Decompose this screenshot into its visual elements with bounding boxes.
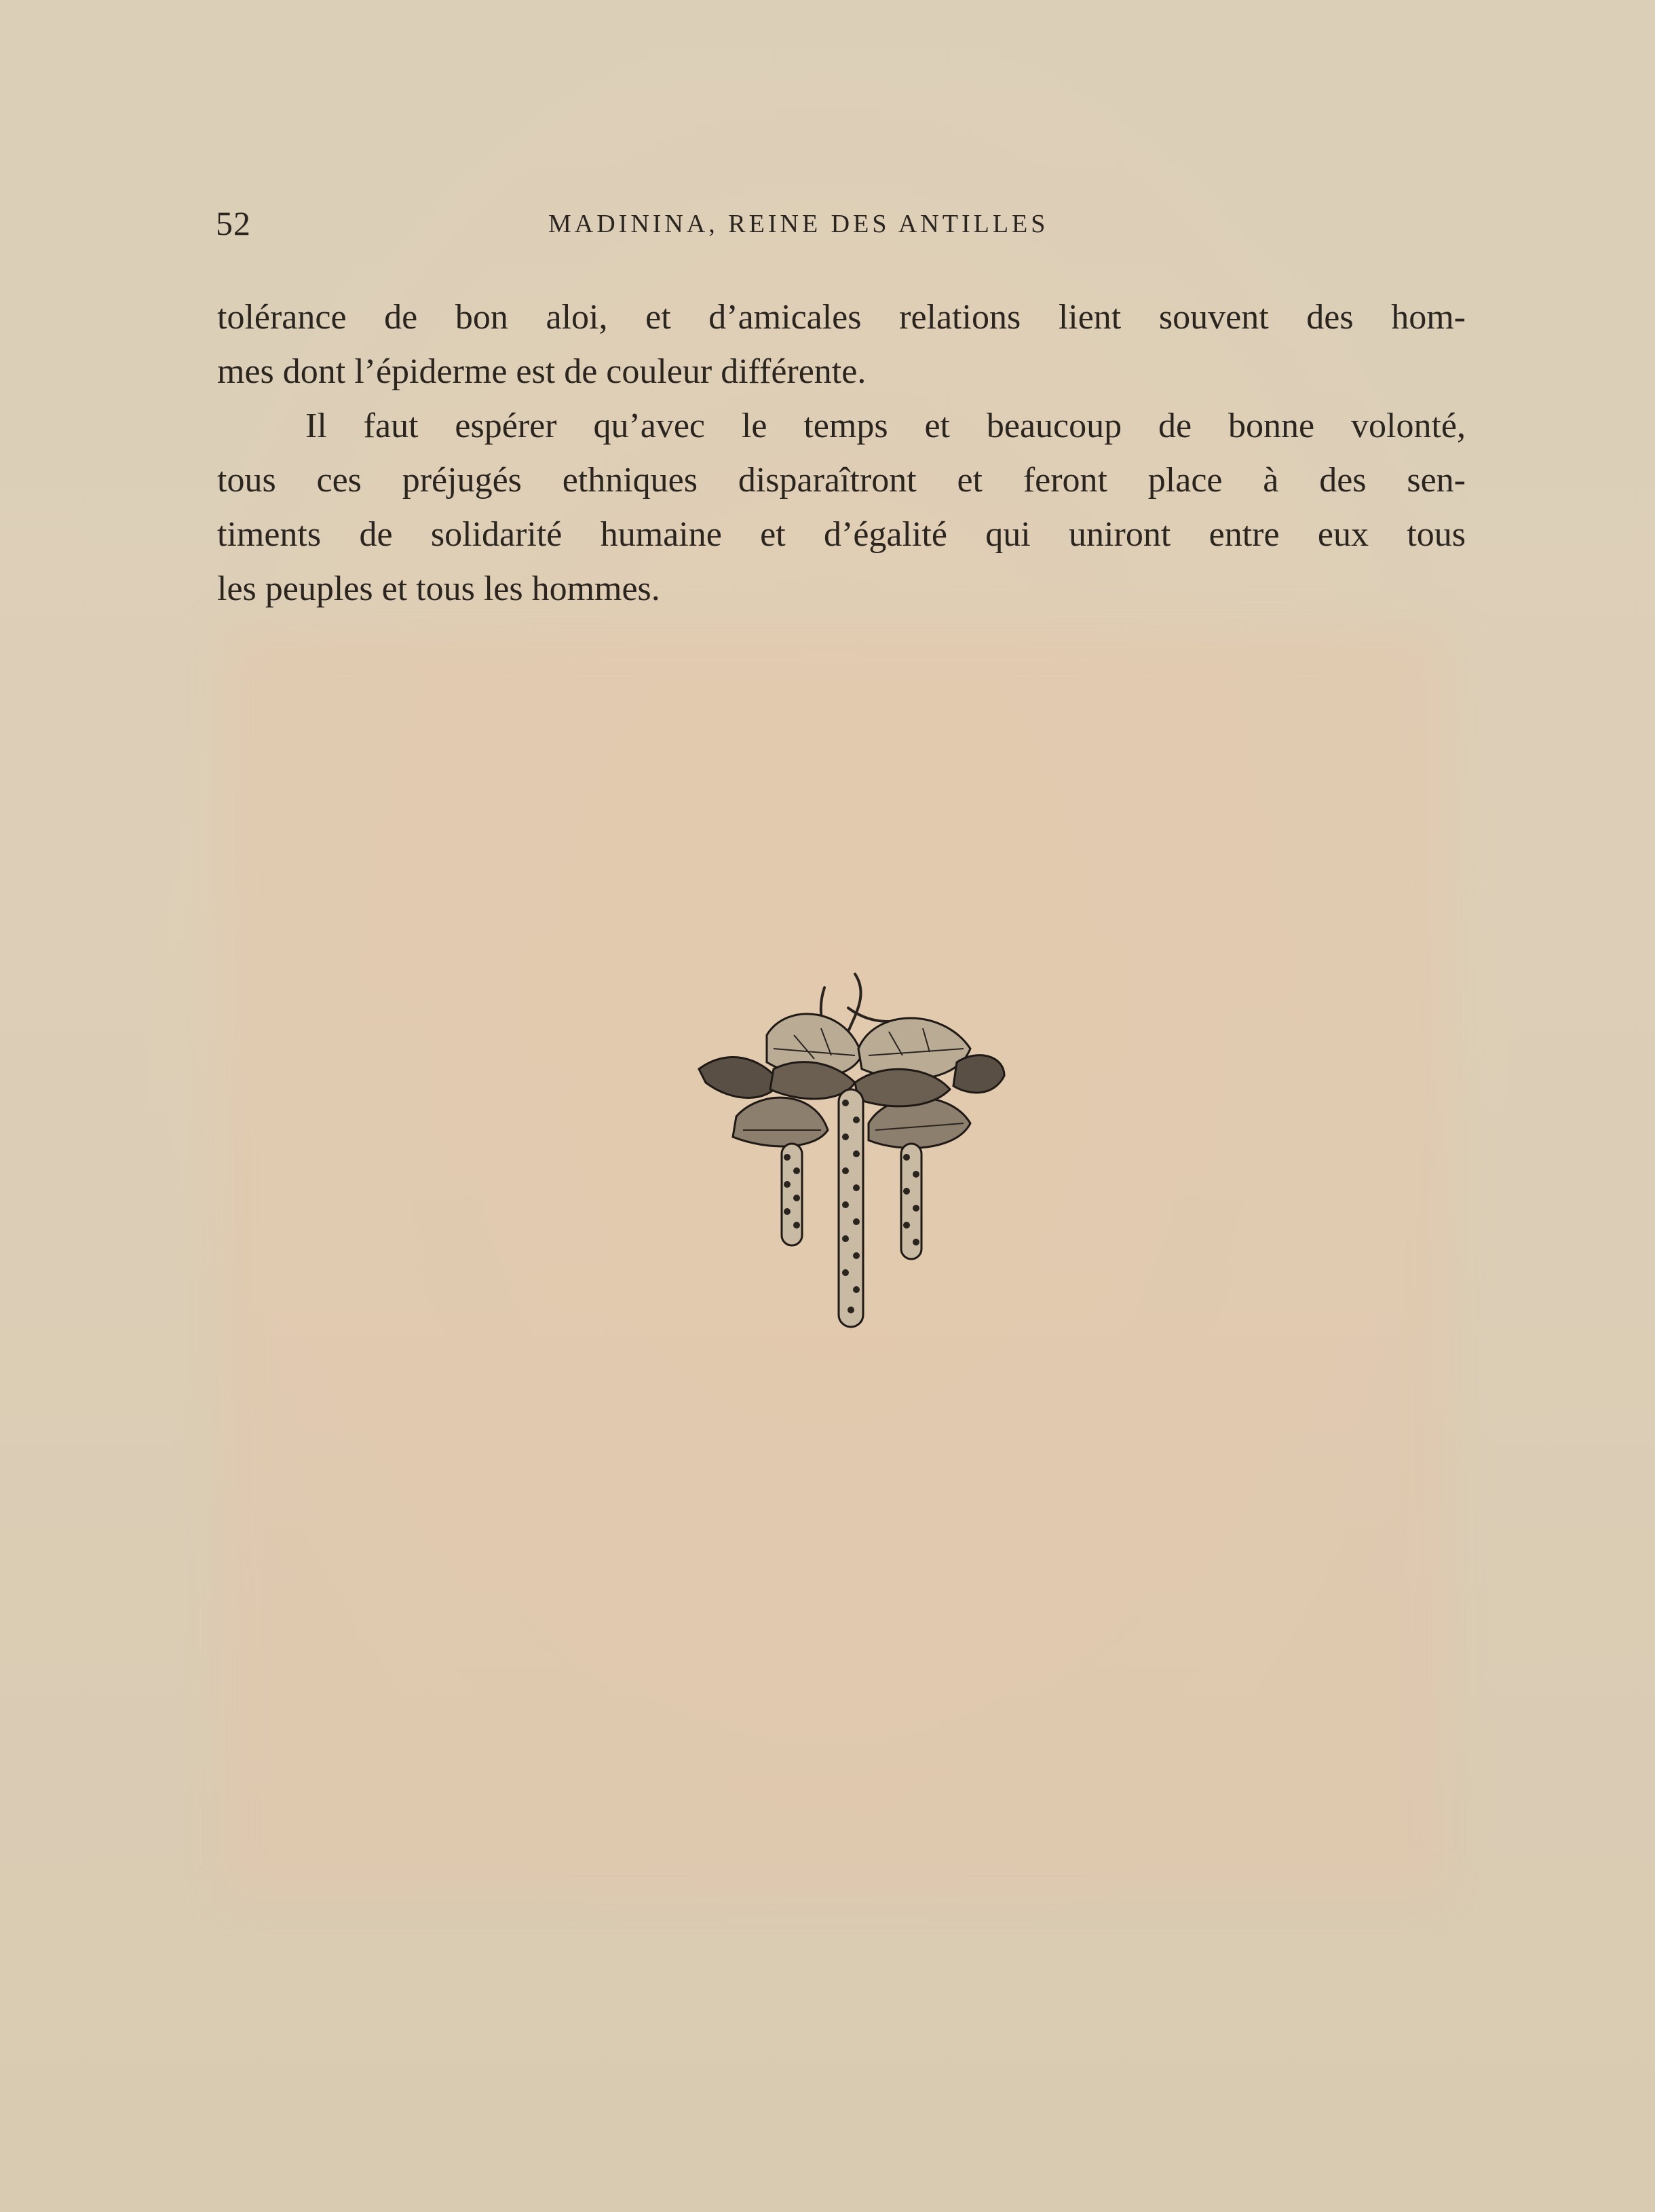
body-text <box>217 290 1466 616</box>
page-header <box>216 204 1132 251</box>
text-line: les peuples et tous les hommes. <box>217 569 660 608</box>
page-number: 52 <box>216 204 251 242</box>
text-line: tolérance de bon aloi, et d’amicales relations lient souvent des hom- <box>217 298 1466 337</box>
text-line: tous ces préjugés ethniques disparaîtront et feront place à des sen- <box>217 461 1466 500</box>
running-title: MADININA, REINE DES ANTILLES <box>548 210 1049 238</box>
text-line: timents de solidarité humaine et d’égalité qui uniront entre eux tous <box>217 515 1466 554</box>
pepper-plant-ornament-icon <box>685 967 1011 1347</box>
text-line: Il faut espérer qu’avec le temps et beaucoup de bonne volonté, <box>305 407 1466 445</box>
text-line: mes dont l’épiderme est de couleur différente. <box>217 352 867 391</box>
